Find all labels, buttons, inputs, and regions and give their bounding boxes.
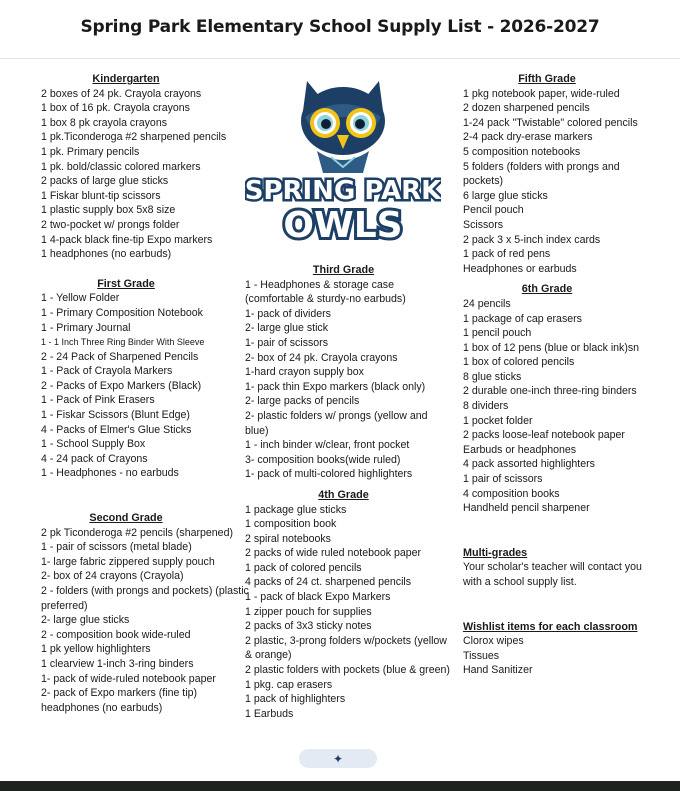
- list-item: 2 dozen sharpened pencils: [463, 102, 590, 115]
- logo-line1: SPRING PARK: [245, 176, 441, 206]
- list-item: 2 pk Ticonderoga #2 pencils (sharpened): [41, 526, 233, 539]
- list-item: 2 spiral notebooks: [245, 532, 331, 545]
- list-item: headphones (no earbuds): [41, 701, 163, 714]
- list-item: 1 - Pack of Pink Erasers: [41, 394, 155, 407]
- list-item: 1 - Yellow Folder: [41, 292, 120, 305]
- list-item: 5 folders (folders with prongs and pockets): [463, 160, 620, 188]
- list-item: 2- pack of Expo markers (fine tip): [41, 687, 198, 700]
- list-item: 1 box 8 pk crayola crayons: [41, 116, 168, 129]
- list-item: 1 box of colored pencils: [463, 356, 575, 369]
- list-item: 1 composition book: [245, 518, 337, 531]
- list-item: 1 - inch binder w/clear, front pocket: [245, 439, 410, 452]
- logo-line2: OWLS: [283, 205, 403, 245]
- list-item: 1 package glue sticks: [245, 503, 347, 516]
- section-sixth-grade: [463, 282, 643, 516]
- list-item: 1 box of 16 pk. Crayola crayons: [41, 102, 190, 115]
- section-heading: Multi-grades: [463, 546, 528, 559]
- list-item: 2- large packs of pencils: [245, 395, 360, 408]
- list-item: 1 pk. Primary pencils: [41, 145, 140, 158]
- section-heading: Fifth Grade: [518, 73, 576, 85]
- section-heading: Third Grade: [312, 264, 375, 276]
- list-item: 1 - School Supply Box: [41, 438, 146, 451]
- section-multi-grades: [463, 546, 643, 590]
- list-item: 2 packs loose-leaf notebook paper: [463, 429, 625, 442]
- list-item: Your scholar's teacher will contact you with a school supply list.: [463, 561, 642, 588]
- list-item: 1- large fabric zippered supply pouch: [41, 555, 215, 568]
- section-fifth-grade: [463, 72, 643, 276]
- list-item: 1 pk. bold/classic colored markers: [41, 160, 201, 173]
- list-item: 2 - Packs of Expo Markers (Black): [41, 379, 202, 392]
- list-item: 3- composition books(wide ruled): [245, 453, 401, 466]
- list-item: 1 Earbuds: [245, 707, 294, 720]
- list-item: 2 - composition book wide-ruled: [41, 628, 191, 641]
- list-item: 4 composition books: [463, 487, 560, 500]
- list-item: 24 pencils: [463, 297, 511, 310]
- section-heading: Wishlist items for each classroom: [463, 620, 638, 633]
- list-item: 1- pack thin Expo markers (black only): [245, 380, 426, 393]
- list-item: 1 pair of scissors: [463, 473, 543, 486]
- list-item: 1- pair of scissors: [245, 336, 329, 349]
- list-item: 1 - Fiskar Scissors (Blunt Edge): [41, 409, 190, 422]
- list-item: 1 clearview 1-inch 3-ring binders: [41, 657, 194, 670]
- list-item: 2 pack 3 x 5-inch index cards: [463, 233, 601, 246]
- column-left: [41, 72, 251, 715]
- list-item: 1 zipper pouch for supplies: [245, 605, 372, 618]
- list-item: Hand Sanitizer: [463, 664, 533, 677]
- section-fourth-grade: [245, 488, 450, 722]
- list-item: 1 - Pack of Crayola Markers: [41, 365, 173, 378]
- list-item: 2 packs of wide ruled notebook paper: [245, 547, 422, 560]
- list-item: 1 - Primary Journal: [41, 321, 131, 334]
- header-divider: [0, 58, 680, 59]
- list-item: 1- pack of multi-colored highlighters: [245, 468, 413, 481]
- list-item: 2 packs of 3x3 sticky notes: [245, 620, 372, 633]
- owl-logo-icon: [245, 77, 441, 245]
- list-item: 2- box of 24 pk. Crayola crayons: [245, 351, 398, 364]
- list-item: 1 pkg notebook paper, wide-ruled: [463, 87, 620, 100]
- list-item: 1 - 1 Inch Three Ring Binder With Sleeve: [41, 337, 205, 348]
- list-item: Tissues: [463, 649, 500, 662]
- list-item: 1 package of cap erasers: [463, 312, 582, 325]
- list-item: 1 4-pack black fine-tip Expo markers: [41, 233, 213, 246]
- list-item: 8 dividers: [463, 400, 509, 413]
- list-item: 1- pack of dividers: [245, 307, 331, 320]
- list-item: 2 - folders (with prongs and pockets) (plastic preferred): [41, 585, 249, 612]
- list-item: 1 pack of red pens: [463, 248, 551, 261]
- list-item: 1 pk.Ticonderoga #2 sharpened pencils: [41, 131, 227, 144]
- list-item: 2 durable one-inch three-ring binders: [463, 385, 637, 398]
- section-heading: First Grade: [97, 277, 155, 290]
- list-item: 2- large glue stick: [245, 322, 329, 335]
- section-third-grade: [245, 263, 450, 482]
- list-item: 1 - Headphones - no earbuds: [41, 467, 179, 480]
- list-item: Earbuds or headphones: [463, 443, 577, 456]
- list-item: Headphones or earbuds: [463, 262, 577, 275]
- sparkle-icon[interactable]: ✦: [332, 751, 344, 766]
- section-second-grade: [41, 511, 251, 715]
- list-item: 2 two-pocket w/ prongs folder: [41, 218, 180, 231]
- list-item: Scissors: [463, 218, 504, 231]
- list-item: 4 packs of 24 ct. sharpened pencils: [245, 576, 412, 589]
- section-heading: Kindergarten: [92, 73, 160, 85]
- list-item: 5 composition notebooks: [463, 145, 581, 158]
- list-item: 1 headphones (no earbuds): [41, 248, 172, 261]
- page-title: Spring Park Elementary School Supply List - 2026-2027: [80, 17, 600, 37]
- section-kindergarten: [41, 72, 251, 262]
- list-item: 1- pack of wide-ruled notebook paper: [41, 672, 216, 685]
- footer-bar: [0, 781, 680, 791]
- page-navigator[interactable]: [299, 749, 377, 768]
- list-item: Pencil pouch: [463, 204, 524, 217]
- list-item: 2 plastic, 3-prong folders w/pockets (yellow & orange): [245, 634, 447, 662]
- list-item: 1-hard crayon supply box: [245, 366, 364, 379]
- list-item: 4 - 24 pack of Crayons: [41, 452, 148, 465]
- section-wishlist: [463, 620, 643, 678]
- list-item: 1 Fiskar blunt-tip scissors: [41, 189, 161, 202]
- section-first-grade: [41, 277, 251, 481]
- list-item: 1 pencil pouch: [463, 327, 532, 340]
- list-item: 2 plastic folders with pockets (blue & green): [245, 664, 450, 677]
- list-item: 6 large glue sticks: [463, 189, 548, 202]
- column-middle: [245, 263, 450, 721]
- list-item: 2 boxes of 24 pk. Crayola crayons: [41, 87, 202, 100]
- section-heading: Second Grade: [89, 512, 163, 525]
- list-item: Handheld pencil sharpener: [463, 502, 590, 515]
- list-item: 1 pack of colored pencils: [245, 561, 362, 574]
- list-item: 4 pack assorted highlighters: [463, 458, 595, 471]
- list-item: 2-4 pack dry-erase markers: [463, 131, 593, 144]
- list-item: 1 box of 12 pens (blue or black ink)sn: [463, 341, 640, 354]
- list-item: 2- plastic folders w/ prongs (yellow and blue): [245, 409, 428, 437]
- section-heading: 4th Grade: [318, 488, 369, 501]
- list-item: 1 pack of highlighters: [245, 693, 346, 706]
- list-item: 2 - 24 Pack of Sharpened Pencils: [41, 350, 199, 363]
- list-item: 1 pk yellow highlighters: [41, 643, 151, 656]
- list-item: 2- box of 24 crayons (Crayola): [41, 570, 184, 583]
- list-item: 1 - pack of black Expo Markers: [245, 591, 391, 604]
- list-item: 1 pkg. cap erasers: [245, 678, 333, 691]
- list-item: 1 - Primary Composition Notebook: [41, 306, 203, 319]
- list-item: 1 - Headphones & storage case (comfortable & sturdy-no earbuds): [245, 278, 406, 306]
- list-item: 2- large glue sticks: [41, 614, 130, 627]
- column-right: [463, 72, 643, 678]
- list-item: 8 glue sticks: [463, 370, 522, 383]
- list-item: 2 packs of large glue sticks: [41, 175, 169, 188]
- section-heading: 6th Grade: [521, 283, 573, 296]
- list-item: Clorox wipes: [463, 635, 524, 648]
- list-item: 1 pocket folder: [463, 414, 533, 427]
- list-item: 4 - Packs of Elmer's Glue Sticks: [41, 423, 192, 436]
- list-item: 1 plastic supply box 5x8 size: [41, 204, 176, 217]
- list-item: 1-24 pack "Twistable" colored pencils: [463, 116, 638, 129]
- list-item: 1 - pair of scissors (metal blade): [41, 541, 192, 554]
